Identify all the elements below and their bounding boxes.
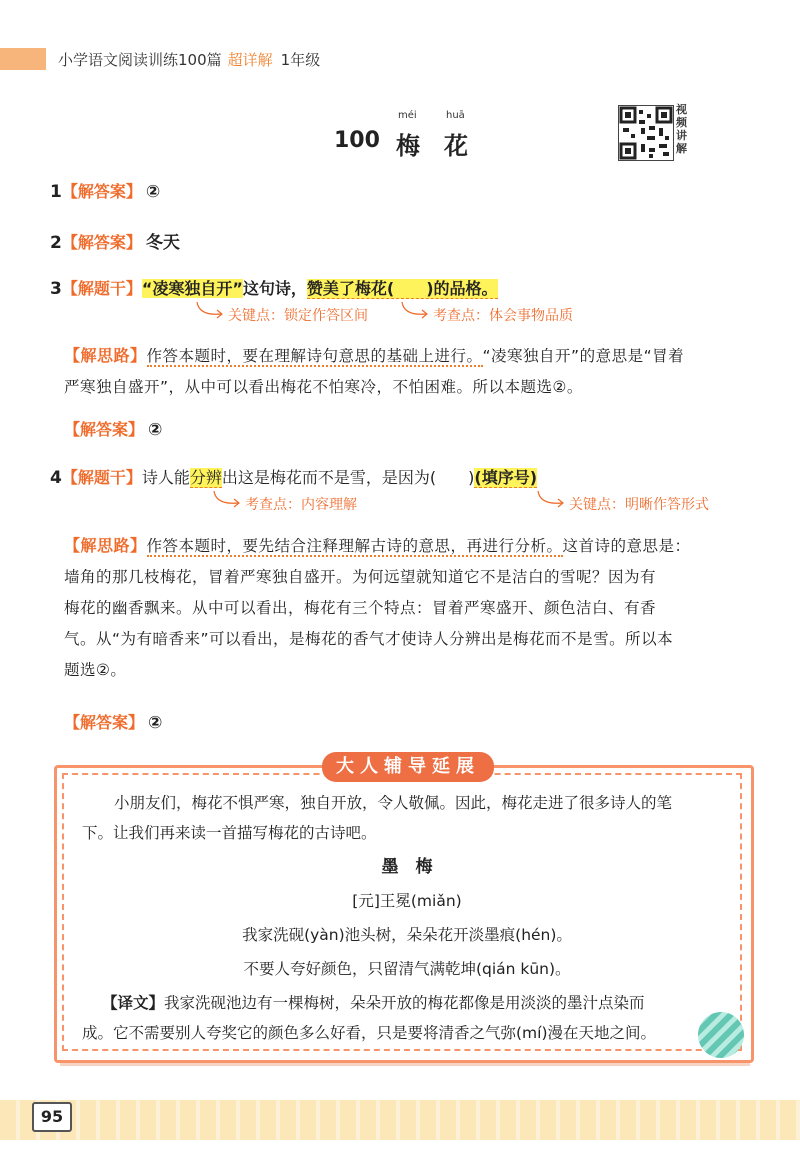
poem-title: 墨 梅 bbox=[381, 857, 433, 877]
thinking-tag: 【解思路】 bbox=[64, 536, 147, 555]
q4-think-3: 梅花的幽香飘来。从中可以看出，梅花有三个特点：冒着严寒盛开、颜色洁白、有香 bbox=[64, 599, 657, 617]
answer-tag: 【解答案】 bbox=[64, 420, 145, 439]
poem-line-1: 我家洗砚(yàn)池头树，朵朵花开淡墨痕(hén)。 bbox=[242, 926, 572, 944]
qr-code-icon[interactable] bbox=[618, 105, 674, 161]
question-3-stem bbox=[50, 276, 498, 299]
q3-note-1: 关键点：锁定作答区间 bbox=[228, 308, 368, 324]
q3-stem-quote: “凌寒独自开” bbox=[141, 279, 243, 298]
q3-thinking bbox=[64, 340, 754, 403]
q3-stem-mid: 这句诗， bbox=[242, 279, 307, 298]
q2-number: 2 bbox=[50, 233, 62, 253]
q2-answer: 冬天 bbox=[145, 233, 180, 253]
book-header bbox=[58, 49, 320, 70]
poem-line-2: 不要人夸好颜色，只留清气满乾坤(qián kūn)。 bbox=[243, 960, 571, 978]
q4-think-4: 气。从“为有暗香来”可以看出，是梅花的香气才使诗人分辨出是梅花而不是雪。所以本 bbox=[64, 630, 674, 648]
footer-strip bbox=[0, 1100, 800, 1140]
arrow-icon bbox=[195, 300, 225, 322]
q3-think-1a: 作答本题时，要在理解诗句意思的基础上进行。 bbox=[146, 347, 483, 365]
q4-thinking bbox=[64, 530, 754, 686]
book-grade: 1年级 bbox=[280, 51, 321, 69]
q4-answer-row bbox=[64, 710, 162, 733]
q3-stem-highlight: 赞美了梅花( )的品格。 bbox=[306, 279, 498, 298]
q3-note-2: 考查点：体会事物品质 bbox=[433, 308, 573, 324]
q4-answer: ② bbox=[148, 713, 163, 733]
lesson-number: 100 bbox=[334, 128, 380, 153]
header-accent-bar bbox=[0, 48, 46, 70]
translation-tag: 【译文】 bbox=[102, 994, 165, 1012]
stem-tag: 【解题干】 bbox=[61, 468, 142, 487]
q4-stem-highlight-1: 分辨 bbox=[189, 468, 222, 487]
arrow-icon bbox=[212, 489, 242, 511]
parent-guide-content bbox=[82, 788, 732, 1048]
q3-think-1b: “凌寒独自开”的意思是“冒着 bbox=[482, 347, 685, 365]
pinyin-2: huā bbox=[446, 110, 465, 121]
answer-tag: 【解答案】 bbox=[61, 233, 142, 252]
arrow-icon bbox=[400, 300, 430, 322]
q4-stem-highlight-2: (填序号) bbox=[474, 468, 538, 487]
q4-think-5: 题选②。 bbox=[64, 661, 127, 679]
page-number: 95 bbox=[32, 1102, 72, 1132]
thinking-tag: 【解思路】 bbox=[64, 346, 147, 365]
q4-number: 4 bbox=[50, 468, 62, 488]
q1-answer: ② bbox=[145, 182, 161, 202]
q3-number: 3 bbox=[50, 279, 62, 299]
q3-answer-row bbox=[64, 417, 162, 440]
intro-line-2: 下。让我们再来读一首描写梅花的古诗吧。 bbox=[82, 824, 377, 842]
poem-author: [元]王冕(miǎn) bbox=[352, 892, 462, 910]
q1-number: 1 bbox=[50, 182, 62, 202]
q4-think-1a: 作答本题时，要先结合注释理解古诗的意思，再进行分析。 bbox=[146, 537, 563, 555]
question-2 bbox=[50, 228, 180, 253]
q4-stem-b: 出这是梅花而不是雪，是因为( ) bbox=[221, 468, 475, 487]
q3-answer: ② bbox=[148, 420, 163, 440]
title-char-2: 花 bbox=[444, 132, 468, 160]
book-highlight: 超详解 bbox=[227, 51, 273, 69]
question-1 bbox=[50, 179, 160, 202]
stem-tag: 【解题干】 bbox=[61, 279, 142, 298]
pinyin-1: méi bbox=[398, 110, 417, 121]
parent-guide-title: 大人辅导延展 bbox=[322, 752, 494, 782]
q4-stem-a: 诗人能 bbox=[141, 468, 190, 487]
decorative-ball-icon bbox=[698, 1012, 744, 1058]
q4-note-1: 考查点：内容理解 bbox=[245, 497, 357, 513]
qr-pattern bbox=[619, 106, 673, 160]
intro-line-1: 小朋友们，梅花不惧严寒，独自开放，令人敬佩。因此，梅花走进了很多诗人的笔 bbox=[114, 794, 673, 812]
answer-tag: 【解答案】 bbox=[64, 713, 145, 732]
translation-line-2: 成。它不需要别人夸奖它的颜色多么好看，只是要将清香之气弥(mí)漫在天地之间。 bbox=[82, 1024, 657, 1042]
qr-label: 视频讲解 bbox=[676, 103, 687, 155]
q3-think-2: 严寒独自盛开”，从中可以看出梅花不怕寒冷，不怕困难。所以本题选②。 bbox=[64, 378, 583, 396]
q4-note-2: 关键点：明晰作答形式 bbox=[569, 497, 709, 513]
arrow-icon bbox=[536, 489, 566, 511]
translation-line-1: 我家洗砚池边有一棵梅树，朵朵开放的梅花都像是用淡淡的墨汁点染而 bbox=[164, 994, 645, 1012]
question-4-stem bbox=[50, 465, 537, 488]
book-title: 小学语文阅读训练100篇 bbox=[58, 51, 222, 69]
q4-think-1b: 这首诗的意思是： bbox=[562, 537, 691, 555]
title-char-1: 梅 bbox=[396, 132, 420, 160]
q4-think-2: 墙角的那几枝梅花，冒着严寒独自盛开。为何远望就知道它不是洁白的雪呢？因为有 bbox=[64, 568, 657, 586]
answer-tag: 【解答案】 bbox=[61, 182, 142, 201]
